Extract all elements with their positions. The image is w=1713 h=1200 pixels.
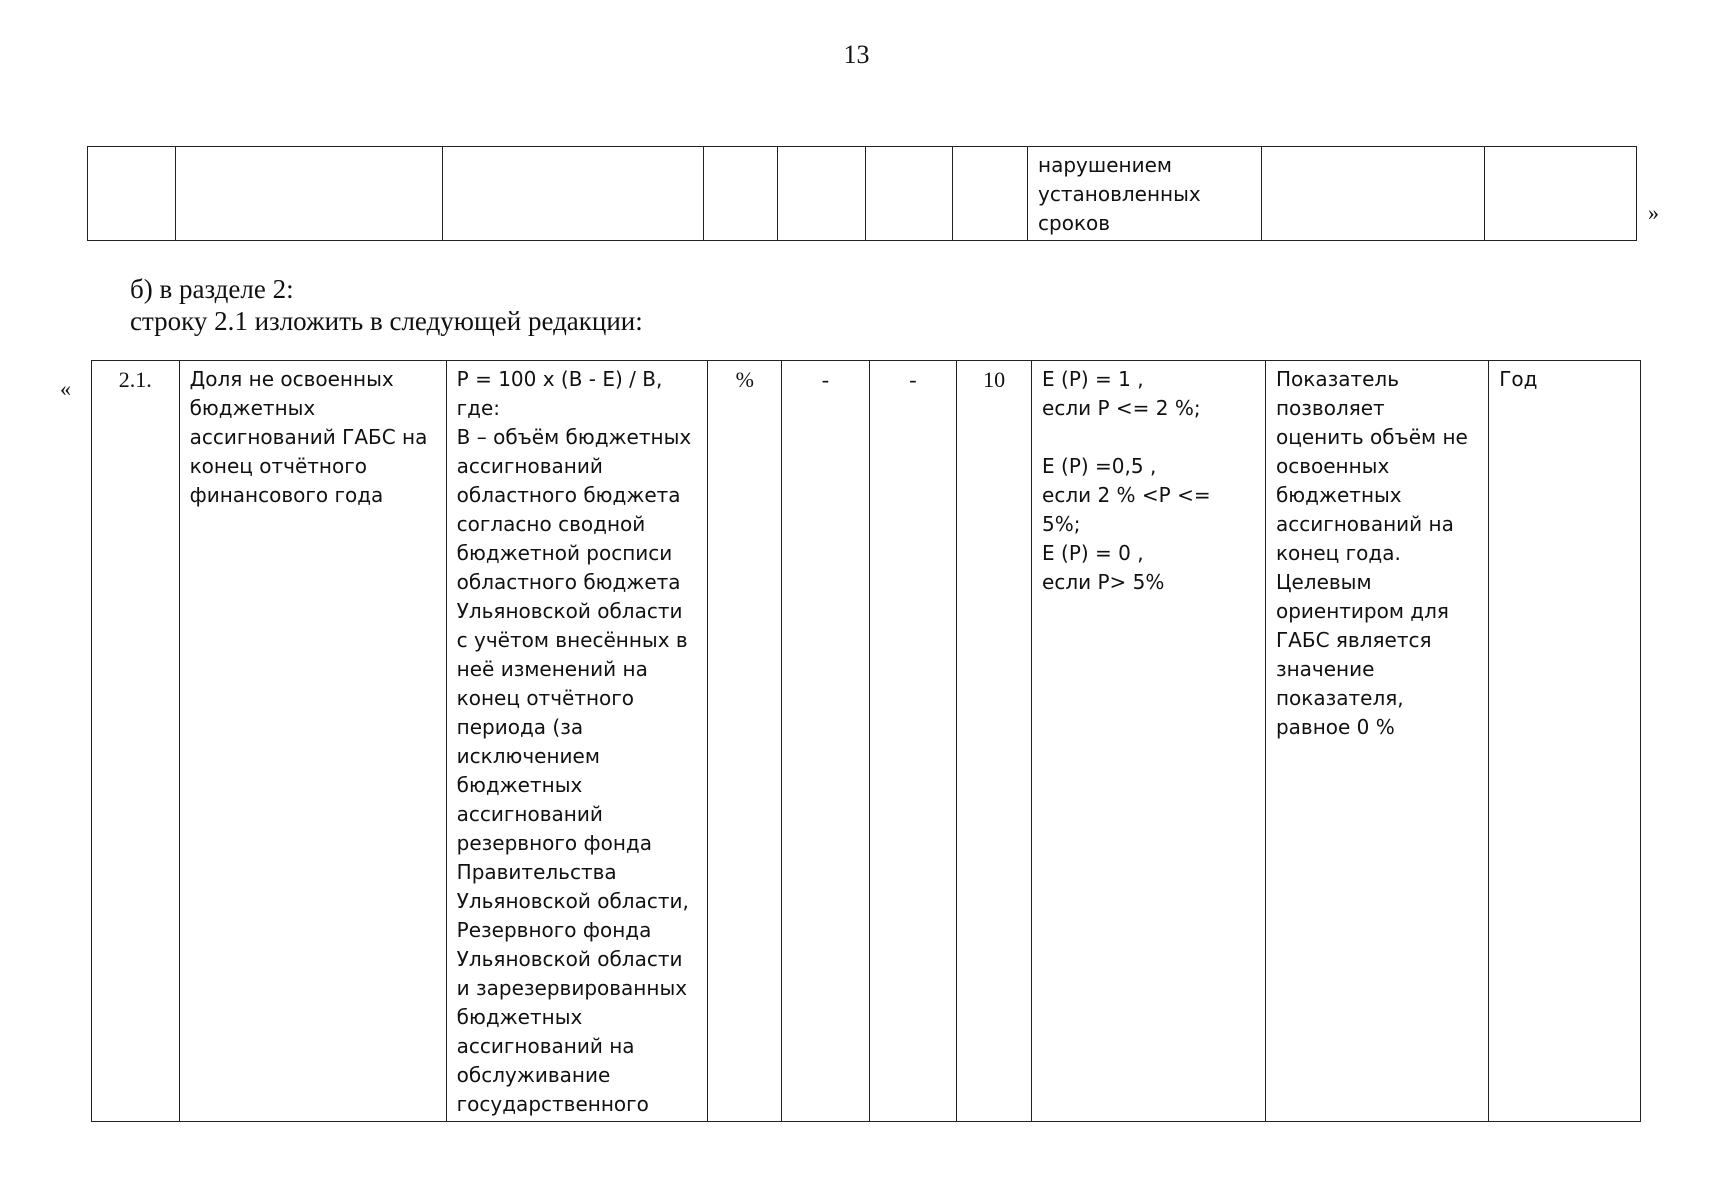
opening-quote: « <box>60 376 71 401</box>
table-cell-scoring: нарушением установленных сроков <box>1028 147 1262 241</box>
table-row <box>88 147 1637 241</box>
table-row <box>92 361 1641 1122</box>
period-cell: Год <box>1489 361 1641 1122</box>
continuation-table <box>87 146 1637 241</box>
amendment-section-line: б) в разделе 2: <box>130 274 294 304</box>
indicator-table <box>91 360 1641 1122</box>
page-number: 13 <box>843 40 870 69</box>
row-number-cell: 2.1. <box>92 361 180 1122</box>
amendment-instruction-line: строку 2.1 изложить в следующей редакции: <box>130 306 643 336</box>
table-cell: - <box>869 361 957 1122</box>
unit-cell: % <box>708 361 782 1122</box>
indicator-name-cell: Доля не освоенных бюджетных ассигнований ГАБС на конец отчётного финансового года <box>179 361 446 1122</box>
closing-quote: » <box>1648 200 1659 225</box>
table-cell <box>442 147 704 241</box>
table-cell <box>1261 147 1484 241</box>
scoring-cell: E (P) = 1 , если P <= 2 %; E (P) =0,5 , если 2 % <P <= 5%; E (P) = 0 , если P> 5% <box>1032 361 1266 1122</box>
table-cell <box>704 147 778 241</box>
description-cell: Показатель позволяет оценить объём не освоенных бюджетных ассигнований на конец года. Целевым ориентиром для ГАБС является значение показателя, равное 0 % <box>1265 361 1488 1122</box>
table-cell: - <box>782 361 870 1122</box>
table-cell <box>175 147 442 241</box>
table-cell <box>88 147 176 241</box>
weight-cell: 10 <box>957 361 1032 1122</box>
table-cell <box>953 147 1028 241</box>
table-cell <box>1485 147 1637 241</box>
formula-cell: P = 100 x (B - E) / B, где: B – объём бюджетных ассигнований областного бюджета согласно сводной бюджетной росписи областного бюджета Ульяновской области с учётом внесённых в неё изменений на конец отчётного периода (за исключением бюджетных ассигнований резервного фонда Правительства Ульяновской области, Резервного фонда Ульяновской области и зарезервированных бюджетных ассигнований на обслуживание государственного <box>446 361 708 1122</box>
table-cell <box>865 147 953 241</box>
table-cell <box>778 147 866 241</box>
